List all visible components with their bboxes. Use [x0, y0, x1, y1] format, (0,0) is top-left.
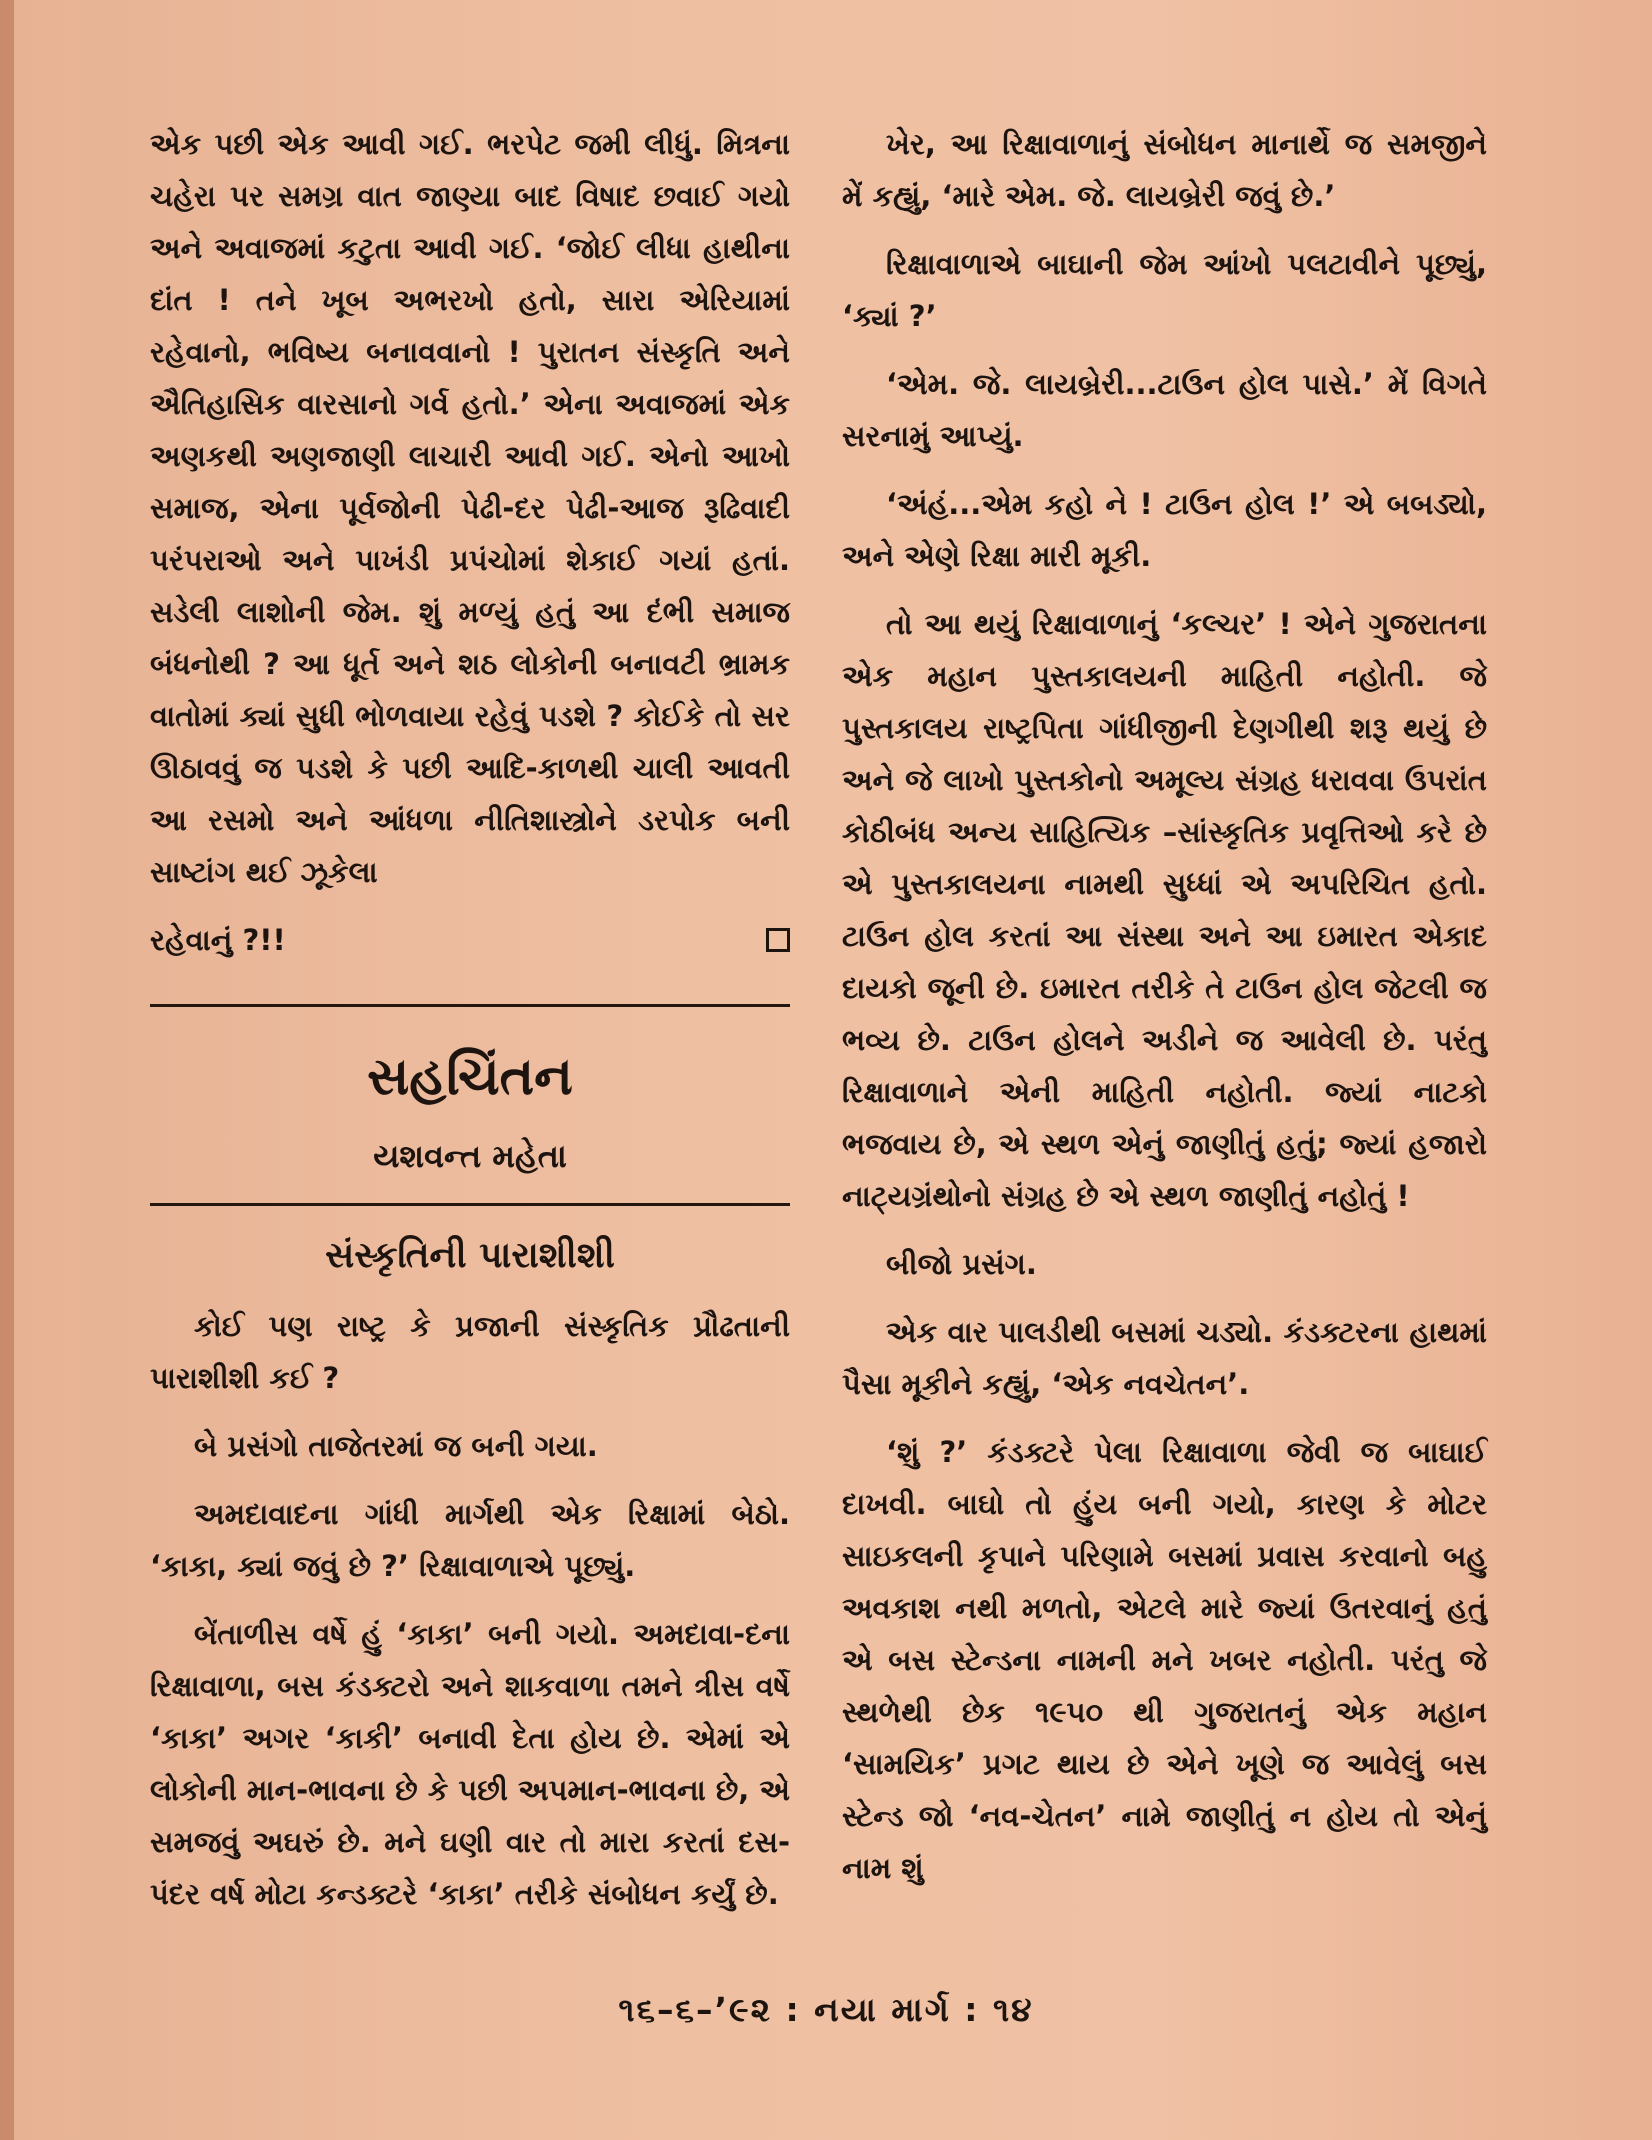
article-paragraph-11: એક વાર પાલડીથી બસમાં ચડ્યો. કંડક્ટરના હાથમાં પૈસા મૂકીને કહ્યું, ‘એક નવચેતન’.: [842, 1315, 1487, 1401]
section-title: સહચિંતન: [367, 1047, 573, 1107]
article-paragraph-7: ‘એમ. જે. લાયબ્રેરી...ટાઉન હોલ પાસે.’ મેં વિગતે સરનામું આપ્યું.: [842, 367, 1487, 453]
article-paragraph-4: બેંતાળીસ વર્ષે હું ‘કાકા’ બની ગયો. અમદાવા-દના રિક્ષાવાળા, બસ કંડક્ટરો અને શાકવાળા તમને ત્રીસ વર્ષે ‘કાકા’ અગર ‘કાકી’ બનાવી દેતા હોય છે. એમાં એ લોકોની માન-ભાવના છે કે પછી અપમાન-ભાવના છે, એ સમજવું અઘરું છે. મને ઘણી વાર તો મારા કરતાં દસ-પંદર વર્ષ મોટા કન્ડક્ટરે ‘કાકા’ તરીકે સંબોધન કર્યું છે.: [150, 1617, 790, 1911]
article-paragraph-2: બે પ્રસંગો તાજેતરમાં જ બની ગયા.: [194, 1429, 598, 1463]
article-paragraph-8: ‘અંહં...એમ કહો ને ! ટાઉન હોલ !’ એ બબડ્યો, અને એણે રિક્ષા મારી મૂકી.: [842, 487, 1487, 573]
intro-end-row: [150, 914, 790, 966]
right-column: [842, 118, 1487, 1910]
article-paragraph-9: તો આ થયું રિક્ષાવાળાનું ‘કલ્ચર’ ! એને ગુજરાતના એક મહાન પુસ્તકાલયની માહિતી નહોતી. જે પુસ્તકાલય રાષ્ટ્રપિતા ગાંધીજીની દેણગીથી શરૂ થયું છે અને જે લાખો પુસ્તકોનો અમૂલ્ય સંગ્રહ ધરાવવા ઉપરાંત કોઠીબંધ અન્ય સાહિત્યિક –સાંસ્કૃતિક પ્રવૃત્તિઓ કરે છે એ પુસ્તકાલયના નામથી સુધ્ધાં એ અપરિચિત હતો. ટાઉન હોલ કરતાં આ સંસ્થા અને આ ઇમારત એકાદ દાયકો જૂની છે. ઇમારત તરીકે તે ટાઉન હોલ જેટલી જ ભવ્ય છે. ટાઉન હોલને અડીને જ આવેલી છે. પરંતુ રિક્ષાવાળાને એની માહિતી નહોતી. જ્યાં નાટકો ભજવાય છે, એ સ્થળ એનું જાણીતું હતું; જ્યાં હજારો નાટ્યગ્રંથોનો સંગ્રહ છે એ સ્થળ જાણીતું નહોતું !: [842, 607, 1487, 1213]
article-paragraph-5: ખેર, આ રિક્ષાવાળાનું સંબોધન માનાર્થે જ સમજીને મેં કહ્યું, ‘મારે એમ. જે. લાયબ્રેરી જવું છે.’: [842, 127, 1487, 213]
article-paragraph-10: બીજો પ્રસંગ.: [886, 1247, 1037, 1281]
intro-paragraph: એક પછી એક આવી ગઈ. ભરપેટ જમી લીધું. મિત્રના ચહેરા પર સમગ્ર વાત જાણ્યા બાદ વિષાદ છવાઈ ગયો અને અવાજમાં કટુતા આવી ગઈ. ‘જોઈ લીધા હાથીના દાંત ! તને ખૂબ અભરખો હતો, સારા એરિયામાં રહેવાનો, ભવિષ્ય બનાવવાનો ! પુરાતન સંસ્કૃતિ અને ઐતિહાસિક વારસાનો ગર્વ હતો.’ એના અવાજમાં એક અણકથી અણજાણી લાચારી આવી ગઈ. એનો આખો સમાજ, એના પૂર્વજોની પેઢી-દર પેઢી-આજ રૂઢિવાદી પરંપરાઓ અને પાખંડી પ્રપંચોમાં શેકાઈ ગયાં હતાં. સડેલી લાશોની જેમ. શું મળ્યું હતું આ દંભી સમાજ બંધનોથી ? આ ધૂર્ત અને શઠ લોકોની બનાવટી ભ્રામક વાતોમાં ક્યાં સુધી ભોળવાયા રહેવું પડશે ? કોઈકે તો સર ઊઠાવવું જ પડશે કે પછી આદિ-કાળથી ચાલી આવતી આ રસમો અને આંધળા નીતિશાસ્ત્રોને ડરપોક બની સાષ્ટાંગ થઈ ઝૂકેલા: [150, 127, 790, 889]
article-paragraph-1: કોઈ પણ રાષ્ટ્ર કે પ્રજાની સંસ્કૃતિક પ્રૌઢતાની પારાશીશી કઈ ?: [150, 1309, 790, 1395]
article-paragraph-3: અમદાવાદના ગાંધી માર્ગથી એક રિક્ષામાં બેઠો. ‘કાકા, ક્યાં જવું છે ?’ રિક્ષાવાળાએ પૂછ્યું.: [150, 1497, 790, 1583]
section-divider-top: [150, 1004, 790, 1007]
page-edge-shadow: [0, 0, 14, 2140]
intro-end-text: રહેવાનું ?!!: [150, 923, 286, 957]
author-name: યશવન્ત મહેતા: [373, 1137, 567, 1175]
article-paragraph-12: ‘શું ?’ કંડક્ટરે પેલા રિક્ષાવાળા જેવી જ બાઘાઈ દાખવી. બાઘો તો હુંય બની ગયો, કારણ કે મોટર સાઇકલની કૃપાને પરિણામે બસમાં પ્રવાસ કરવાનો બહુ અવકાશ નથી મળતો, એટલે મારે જ્યાં ઉતરવાનું હતું એ બસ સ્ટેન્ડના નામની મને ખબર નહોતી. પરંતુ જે સ્થળેથી છેક ૧૯૫૦ થી ગુજરાતનું એક મહાન ‘સામયિક’ પ્રગટ થાય છે એને ખૂણે જ આવેલું બસ સ્ટેન્ડ જો ‘નવ-ચેતન’ નામે જાણીતું ન હોય તો એનું નામ શું: [842, 1435, 1487, 1885]
article-paragraph-6: રિક્ષાવાળાએ બાઘાની જેમ આંખો પલટાવીને પૂછ્યું, ‘ક્યાં ?’: [842, 247, 1487, 333]
end-of-article-square-icon: [766, 928, 790, 952]
section-divider-bottom: [150, 1203, 790, 1206]
left-column: [150, 118, 790, 1936]
page-footer: ૧૬–૬–’૯૨ : નયા માર્ગ : ૧૪: [618, 1990, 1034, 2029]
article-title: સંસ્કૃતિની પારાશીશી: [325, 1235, 615, 1276]
